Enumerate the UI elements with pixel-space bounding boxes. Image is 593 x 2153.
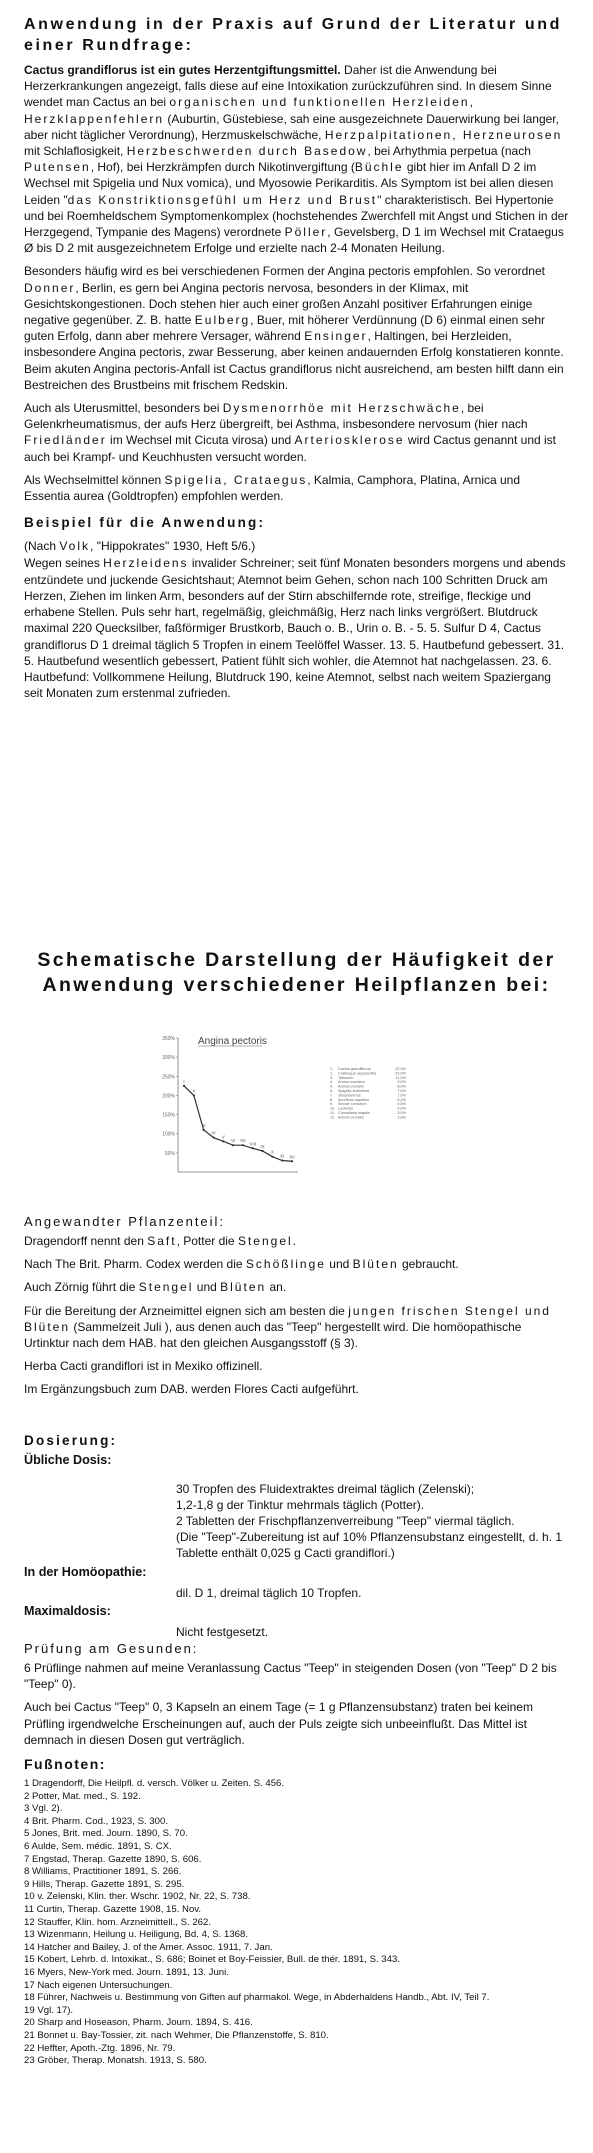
point-label: IV	[211, 1130, 216, 1136]
section-heading-pflanzenteil: Angewandter Pflanzenteil:	[24, 1214, 226, 1229]
legend-name: Strophanthus	[338, 1093, 361, 1098]
subheading-uebliche-dosis: Übliche Dosis:	[24, 1452, 112, 1467]
dosage-line: (Die "Teep"-Zubereitung ist auf 10% Pflanzensubstanz eingestellt, d. h. 1 Tablette enthält 0,025 g Cacti grandiflori.)	[176, 1530, 563, 1561]
footnote-item: 6 Aulde, Sem. médic. 1891, S. CX.	[24, 1841, 172, 1853]
text-run: Wegen seines	[24, 556, 104, 571]
legend-value: 5,5%	[397, 1102, 406, 1107]
paragraph-herzleiden	[24, 62, 569, 256]
text-run: Für die Bereitung der Arzneimittel eignen sich am besten die	[24, 1303, 349, 1318]
dosage-block-max	[176, 1624, 569, 1640]
paragraph-fallbeispiel	[24, 555, 569, 701]
legend-number: 7.	[330, 1093, 334, 1098]
subheading-maximaldosis: Maximaldosis:	[24, 1603, 111, 1618]
data-point	[183, 1085, 185, 1087]
text-run: mit Schlaflosigkeit,	[24, 144, 127, 159]
text-run: im Wechsel mit Cicuta virosa) und	[106, 433, 295, 448]
spaced-term: Blüten	[220, 1280, 267, 1295]
spaced-term: organischen und funktionellen Herzleiden, Herzklappenfehlern	[24, 95, 475, 126]
point-label: XII	[289, 1154, 295, 1160]
lead-sentence: Cactus grandiflorus ist ein gutes Herzentgiftungsmittel.	[24, 63, 341, 77]
data-point	[291, 1160, 293, 1162]
y-tick-label: 350%	[162, 1036, 175, 1042]
text-run: und	[193, 1280, 221, 1295]
y-tick-label: 100%	[162, 1131, 175, 1138]
footnote-item: 2 Potter, Mat. med., S. 192.	[24, 1790, 141, 1802]
legend-number: 10.	[330, 1106, 336, 1111]
footnote-item: 1 Dragendorff, Die Heilpfl. d. versch. Völker u. Zeiten. S. 456.	[24, 1778, 285, 1790]
point-label: VIII	[249, 1141, 257, 1147]
y-tick-label: 250%	[162, 1074, 175, 1081]
paragraph-pruefung-2: Auch bei Cactus "Teep" 0, 3 Kapseln an einem Tage (= 1 g Pflanzensubstanz) traten bei keinem Prüfling irgendwelche Erscheinungen auf, auch der Puls zeigte sich unbeeinflußt. Das Mittel ist demnach in diesen Dosen gut verträglich.	[24, 1700, 533, 1747]
footnote-item: 21 Bonnet u. Bay-Tossier, zit. nach Wehmer, Die Pflanzenstoffe, S. 810.	[24, 2029, 329, 2041]
paragraph-wechselmittel	[24, 472, 569, 504]
text-run: , Berlin, es gern bei Angina pectoris nervosa, besonders in der Klimax, mit Gesichtskongestionen. Doch stehen hier auch einer großen Anzahl positiver Erfahrungen einige negative gegenüber. Z. B. hatte	[24, 280, 533, 328]
spaced-term: Spigelia, Crataegus	[164, 472, 308, 487]
legend-number: 2.	[330, 1071, 334, 1076]
paragraph-bereitung	[24, 1303, 569, 1352]
y-tick-label: 300%	[162, 1055, 175, 1062]
legend-name: Convallaria majalis	[338, 1111, 370, 1115]
text-run: .	[292, 1234, 296, 1248]
section-heading-dosierung: Dosierung:	[24, 1432, 118, 1448]
paragraph-mexiko: Herba Cacti grandiflori ist in Mexiko offizinell.	[24, 1359, 263, 1374]
legend-value: 7,0%	[397, 1093, 406, 1098]
legend-name: Adonis vernalis	[338, 1084, 364, 1089]
dosage-line: 2 Tabletten der Frischpflanzenverreibung "Teep" viermal täglich.	[176, 1514, 515, 1529]
citation	[24, 538, 569, 554]
data-point	[261, 1150, 263, 1152]
spaced-term: jungen frischen Stengel und Blüten	[24, 1303, 551, 1334]
legend-value: 3,0%	[397, 1111, 406, 1115]
text-run: , Buer, mit höherer Verdünnung (D 6) einmal einen sehr guten Erfolg, dann aber mehrere Versager, während	[24, 313, 546, 344]
text-run: Auch als Uterusmittel, besonders bei	[24, 401, 223, 416]
footnote-item: 10 v. Zelenski, Klin. ther. Wschr. 1902, Nr. 22, S. 738.	[24, 1891, 251, 1903]
spaced-term: das Konstriktionsgefühl um Herz und Brust	[67, 192, 378, 207]
footnote-list	[24, 1778, 569, 2068]
legend-name: Spigelia anthelmia	[338, 1089, 370, 1093]
text-run: Nach The Brit. Pharm. Codex werden die	[24, 1257, 246, 1272]
data-point	[203, 1129, 205, 1131]
text-run: , bei Gelenkrheumatismus, der aufs Herz übergreift, bei Asthma, insbesondere nervosum (hier nach	[24, 401, 528, 432]
spaced-name: Ensinger	[304, 329, 368, 344]
legend-number: 8.	[330, 1097, 334, 1102]
angina-chart	[150, 1028, 420, 1190]
text-run: (Auburtin, Güstebiese, sah eine ausgezeichnete Dauerwirkung bei langer, aber nicht täglicher Verordnung), Herzmuskelschwäche,	[24, 111, 559, 142]
point-label: VII	[240, 1138, 246, 1144]
footnote-item: 18 Führer, Nachweis u. Bestimmung von Giften auf pharmakol. Wege, in Abderhaldens Handb., Abt. IV, Teil 7.	[24, 1992, 490, 2004]
legend-value: 9,0%	[397, 1080, 406, 1085]
spaced-term: Saft	[147, 1234, 177, 1248]
legend-name: Tabacum	[338, 1075, 354, 1080]
spaced-term: Dysmenorrhöe mit Herzschwäche	[222, 401, 461, 416]
footnote-item: 4 Brit. Pharm. Cod., 1923, S. 300.	[24, 1815, 168, 1827]
footnote-item: 3 Vgl. 2).	[24, 1803, 63, 1815]
paragraph-uterusmittel	[24, 400, 569, 465]
legend-value: 2,8%	[397, 1115, 406, 1120]
point-label: I	[183, 1078, 185, 1084]
point-label: X	[270, 1149, 274, 1155]
text-run: Daher ist die Anwendung bei Herzerkrankungen angezeigt, falls diese auf eine Intoxikation zurückzuführen sind. In diesem Sinne wendet man Cactus an bei	[24, 63, 552, 110]
legend-value: 11,0%	[395, 1075, 406, 1080]
footnote-item: 11 Curtin, Therap. Gazette 1908, 15. Nov.	[24, 1904, 202, 1915]
legend-name: Secale cornutum	[338, 1102, 367, 1107]
legend-value: 4,0%	[397, 1106, 406, 1111]
data-point	[222, 1140, 224, 1142]
dosage-block-hom	[176, 1585, 569, 1601]
text-run: Dragendorff nennt den	[24, 1234, 148, 1248]
text-run: " charakteristisch. Bei Hypertonie und bei Roemheldschem Symptomenkomplex (hochstehendes Zwerchfell mit Angst und Stichen in der Herzgegend, Tympanie des Magens) verordnete	[24, 192, 569, 240]
section-heading-anwendung: Anwendung in der Praxis auf Grund der Literatur und einer Rundfrage:	[24, 16, 562, 54]
footnote-item: 23 Gröber, Therap. Monatsh. 1913, S. 580.	[24, 2055, 207, 2067]
paragraph-angina	[24, 263, 569, 393]
footnote-item: 22 Heffter, Apoth.-Ztg. 1896, Nr. 79.	[24, 2042, 176, 2054]
paragraph-pruefung-1: 6 Prüflinge nahmen auf meine Veranlassung Cactus "Teep" in steigenden Dosen (von "Teep" D 2 bis "Teep" 0).	[24, 1661, 557, 1692]
text-run: und	[325, 1257, 353, 1272]
dosage-line: Nicht festgesetzt.	[176, 1624, 269, 1639]
point-label: XI	[280, 1153, 285, 1159]
legend-number: 3.	[330, 1075, 334, 1080]
data-point	[242, 1144, 244, 1146]
legend-name: Arnica montana	[338, 1080, 365, 1085]
series-line	[184, 1086, 292, 1161]
spaced-name: Putensen	[24, 160, 91, 175]
text-run: Besonders häufig wird es bei verschiedenen Formen der Angina pectoris empfohlen. So verordnet	[24, 264, 545, 279]
legend-number: 4.	[330, 1080, 334, 1085]
spaced-name: Pöller	[284, 225, 328, 240]
section-heading-beispiel: Beispiel für die Anwendung:	[24, 515, 266, 531]
paragraph-dab: Im Ergänzungsbuch zum DAB. werden Flores Cacti aufgeführt.	[24, 1382, 359, 1397]
legend-number: 6.	[330, 1089, 334, 1093]
point-label: V	[221, 1134, 225, 1140]
spaced-name: Büchle	[354, 160, 404, 175]
legend-name: Crataegus oxyacantha	[338, 1071, 376, 1076]
y-tick-label: 200%	[162, 1093, 175, 1100]
legend-number: 1.	[330, 1067, 334, 1071]
text-run: , Hof), bei Herzkrämpfen durch Nikotinvergiftung (	[90, 160, 355, 175]
text-run: , bei Arhythmia perpetua (nach	[367, 144, 531, 159]
chart-section-heading: Schematische Darstellung der Häufigkeit der Anwendung verschiedener Heilpflanzen bei:	[37, 949, 556, 996]
paragraph-dragendorff	[24, 1233, 569, 1249]
text-run: an.	[266, 1280, 287, 1295]
dosage-line: 30 Tropfen des Fluidextraktes dreimal täglich (Zelenski);	[176, 1481, 475, 1496]
legend-value: 6,2%	[397, 1097, 406, 1102]
footnotes-heading: Fußnoten:	[24, 1756, 106, 1773]
data-point	[271, 1156, 273, 1158]
legend-value: 8,0%	[397, 1084, 406, 1089]
chart-svg	[150, 1028, 420, 1190]
legend-number: 5.	[330, 1084, 334, 1089]
data-point	[212, 1136, 214, 1138]
point-label: VI	[230, 1138, 236, 1144]
legend-value: 20,0%	[395, 1071, 406, 1076]
footnote-item: 16 Myers, New-York med. Journ. 1891, 13. Juni.	[24, 1966, 229, 1978]
legend-number: 11.	[330, 1111, 335, 1115]
dosage-line: 1,2-1,8 g der Tinktur mehrmals täglich (Potter).	[176, 1497, 425, 1512]
dosage-block	[176, 1481, 569, 1562]
legend-name: Cactus grandiflorus	[338, 1067, 371, 1071]
spaced-term: Stengel	[237, 1234, 293, 1248]
legend-name: Aconitum napellus	[338, 1097, 370, 1102]
footnote-item: 5 Jones, Brit. med. Journ. 1890, S. 70.	[24, 1828, 188, 1840]
footnote-item: 20 Sharp and Hoseason, Pharm. Journ. 1894, S. 416.	[24, 2017, 253, 2029]
text-run: (Sammelzeit Juli ), aus denen auch das "Teep" hergestellt wird. Die homöopathische Urtinktur nach dem HAB. hat den gleichen Ausgangsstoff (§ 3).	[24, 1319, 522, 1351]
legend-number: 9.	[330, 1102, 334, 1107]
paragraph-brit-pharm	[24, 1256, 569, 1272]
text-run: , Kalmia, Camphora, Platina, Arnica und Essentia aurea (Goldtropfen) empfohlen werden.	[24, 472, 521, 504]
y-tick-label: 50%	[164, 1150, 175, 1157]
paragraph-zoernig	[24, 1279, 569, 1295]
footnote-item: 14 Hatcher and Bailey, J. of the Amer. Assoc. 1911, 7. Jan.	[24, 1941, 273, 1953]
spaced-name: Volk	[59, 539, 91, 554]
legend-value: 22,5%	[395, 1067, 406, 1071]
data-point	[281, 1159, 283, 1161]
content-column	[24, 14, 569, 708]
text-run: Auch Zörnig führt die	[24, 1280, 139, 1295]
subheading-homoeopathie: In der Homöopathie:	[24, 1564, 147, 1579]
data-point	[193, 1094, 195, 1096]
spaced-term: Herzpalpitationen, Herzneurosen	[324, 127, 563, 142]
text-run: wird Cactus genannt und ist auch bei Krampf- und Keuchhusten versucht worden.	[24, 433, 556, 464]
text-run: , Potter die	[176, 1234, 238, 1248]
spaced-term: Herzbeschwerden durch Basedow	[126, 144, 368, 159]
footnote-item: 19 Vgl. 17).	[24, 2004, 74, 2016]
point-label: II	[192, 1088, 196, 1094]
text-run: Als Wechselmittel können	[24, 472, 165, 487]
footnote-item: 9 Hills, Therap. Gazette 1891, S. 295.	[24, 1878, 185, 1890]
footnote-item: 13 Wizenmann, Heilung u. Heiligung, Bd. 4, S. 1368.	[24, 1929, 248, 1941]
spaced-term: Stengel	[138, 1280, 194, 1295]
text-run: invalider Schreiner; seit fünf Monaten besonders morgens und abends entzündete und juckende Gesichtshaut; Atemnot beim Gehen, schon nach 100 Schritten Druck am Herzen, Ziehen im linken Arm, besonders auf der Stirn abschilfernde rote, streifige, fleckige und erhabene Stellen. Puls sehr hart, regelmäßig, gleichmäßig, Herz nach links vergrößert. Blutdruck maximal 220 Quecksilber, faßförmiger Brustkorb, Bauch o. B., Urin o. B. - 5. 5. Sulfur D 4, Cactus grandiflorus D 1 dreimal täglich 5 Tropfen in einem Teelöffel Wasser. 13. 5. Hautbefund gebessert. 31. 5. Hautbefund wesentlich gebessert, Patient fühlt sich wohler, die Atemnot hat nachgelassen. 23. 6. Hautbefund: Vollkommene Heilung, Blutdruck 190, keine Atemnot, selbst nach weitem Spaziergang seit Monaten zum erstenmal zufrieden.	[24, 556, 566, 701]
footnote-item: 12 Stauffer, Klin. hom. Arzneimittell., S. 262.	[24, 1916, 211, 1928]
footnote-item: 8 Williams, Practitioner 1891, S. 266.	[24, 1866, 182, 1878]
text-run: gebraucht.	[398, 1257, 459, 1272]
footnote-item: 15 Kobert, Lehrb. d. Intoxikat., S. 686; Boinet et Boy-Feissier, Bull. de thér. 1891, S. 343.	[24, 1954, 400, 1966]
data-point	[232, 1144, 234, 1146]
legend-number: 12.	[330, 1115, 336, 1120]
data-point	[252, 1147, 254, 1149]
spaced-name: Eulberg	[194, 313, 251, 328]
text-run: (Nach	[24, 539, 60, 554]
spaced-term: Schößlinge	[245, 1257, 326, 1272]
section-heading-pruefung: Prüfung am Gesunden:	[24, 1641, 199, 1657]
legend-value: 7,0%	[397, 1089, 406, 1093]
point-label: IX	[260, 1143, 265, 1149]
chart-title: Angina pectoris	[198, 1036, 267, 1047]
legend-name: Adonis vernalis	[338, 1115, 364, 1120]
legend-name: Lachesis	[338, 1106, 353, 1111]
dosage-line: dil. D 1, dreimal täglich 10 Tropfen.	[176, 1585, 362, 1600]
text-run: gibt hier im Anfall D 2 im Wechsel mit Spigelia und Nux vomica), und Myosowie Perikarditis. Als Symptom ist bei allen diesen Leiden "	[24, 160, 554, 207]
text-run: , Gevelsberg, D 1 im Wechsel mit Crataegus Ø bis D 2 mit ausgezeichnetem Erfolge und erzielte nach 2-4 Monaten Heilung.	[24, 225, 564, 256]
footnote-item: 7 Engstad, Therap. Gazette 1890, S. 606.	[24, 1853, 202, 1865]
spaced-term: Blüten	[352, 1257, 399, 1272]
y-tick-label: 150%	[162, 1112, 175, 1119]
text-run: , Haltingen, bei Herzleiden, insbesondere Angina pectoris, zwar Besserung, aber keinen andauernden Erfolg konstatieren konnte. Beim akuten Angina pectoris-Anfall ist Cactus grandiflorus nicht ausreichend, am besten hilft dann ein Bestreichen des Brustbeins mit frischem Redskin.	[24, 329, 564, 392]
spaced-name: Donner	[24, 280, 76, 295]
text-run: , "Hippokrates" 1930, Heft 5/6.)	[90, 539, 256, 554]
spaced-term: Arteriosklerose	[294, 433, 405, 448]
spaced-name: Friedländer	[24, 433, 107, 448]
spaced-term: Herzleidens	[103, 556, 189, 571]
footnote-item: 17 Nach eigenen Untersuchungen.	[24, 1979, 173, 1991]
content-column-lower	[24, 1213, 569, 2068]
point-label: III	[201, 1122, 206, 1128]
